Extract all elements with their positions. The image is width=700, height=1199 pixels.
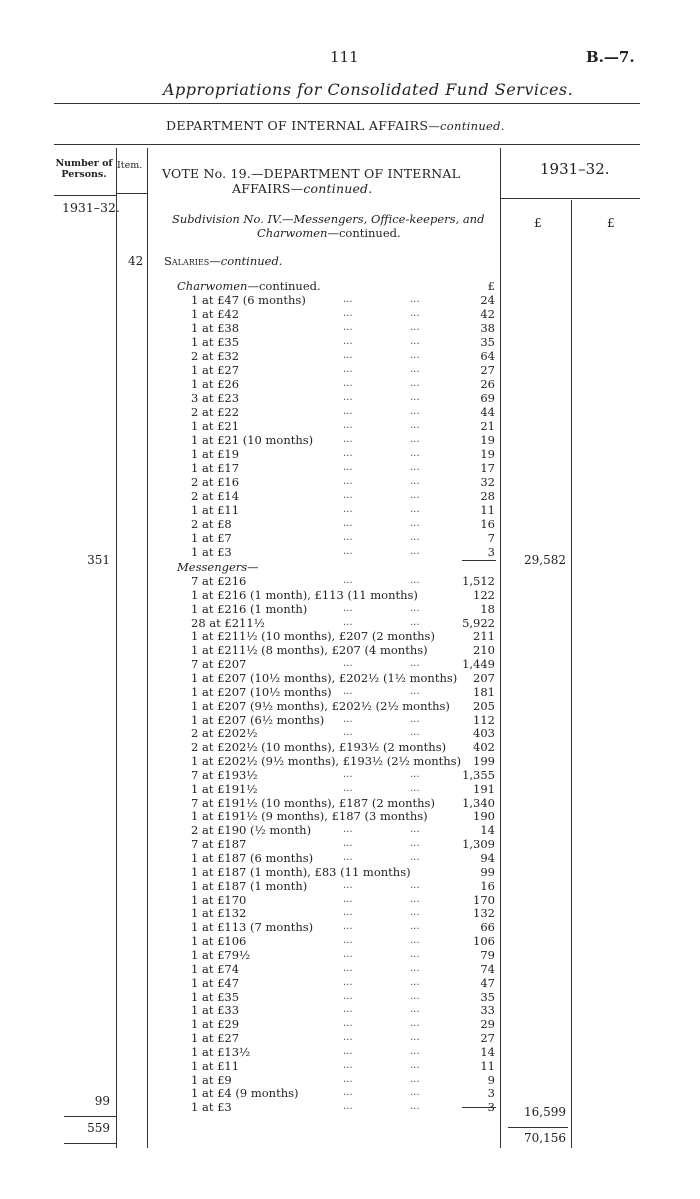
messenger-row-amount: 18 [480, 601, 495, 616]
charwomen-row-description: 1 at £35 [191, 335, 240, 349]
leader-dots: ... [343, 921, 353, 933]
charwomen-row-description: 1 at £19 [191, 447, 240, 461]
leader-dots: ... [343, 532, 353, 543]
messenger-row-description: 1 at £211½ (8 months), £207 (4 months) [191, 643, 428, 658]
messenger-row-amount: 191 [473, 781, 495, 796]
messenger-row-description: 1 at £106 [191, 934, 247, 949]
leader-dots: ... [410, 532, 420, 543]
charwomen-row-amount: 38 [480, 321, 495, 335]
messengers-subtotal-rule [462, 1107, 496, 1108]
leader-dots: ... [343, 406, 353, 417]
leader-dots: ... [410, 948, 420, 960]
leader-dots: ... [410, 1059, 420, 1071]
messenger-row-description: 1 at £132 [191, 906, 247, 921]
leader-dots: ... [410, 713, 420, 725]
leader-dots: ... [410, 462, 420, 473]
unit-pound-heading: £ [487, 279, 495, 293]
leader-dots: ... [410, 575, 420, 586]
leader-dots: ... [410, 406, 420, 417]
leader-dots: ... [410, 392, 420, 403]
messengers-heading: Messengers— [177, 560, 259, 574]
leader-dots: ... [410, 658, 420, 670]
leader-dots: ... [410, 824, 420, 836]
messenger-row-description: 1 at £4 (9 months) [191, 1086, 299, 1101]
persons-total-rule [64, 1116, 116, 1117]
leader-dots: ... [343, 294, 353, 305]
messenger-row-amount: 16 [480, 878, 495, 893]
salaries-label: Salaries [164, 254, 210, 268]
messenger-row-amount: 181 [473, 684, 495, 699]
messenger-row-description: 28 at £211½ [191, 615, 265, 630]
leader-dots: ... [343, 364, 353, 375]
year-column-header: 1931–32. [540, 160, 610, 178]
charwomen-row-amount: 27 [480, 363, 495, 377]
charwomen-row-description: 1 at £21 [191, 419, 240, 433]
messenger-row-amount: 11 [480, 1058, 495, 1073]
leader-dots: ... [343, 490, 353, 501]
charwomen-row-amount: 42 [480, 307, 495, 321]
leader-dots: ... [410, 768, 420, 780]
messenger-row-amount: 205 [473, 698, 495, 713]
leader-dots: ... [343, 1059, 353, 1071]
grand-total-amount: 70,156 [524, 1131, 566, 1145]
messenger-row-description: 1 at £216 (1 month) [191, 601, 308, 616]
salaries-continued: —continued. [209, 254, 283, 268]
charwomen-row-amount: 28 [480, 489, 495, 503]
page-title: Appropriations for Consolidated Fund Services. [163, 80, 574, 99]
leader-dots: ... [343, 948, 353, 960]
leader-dots: ... [343, 1101, 353, 1113]
messenger-row-description: 1 at £11 [191, 1058, 240, 1073]
leader-dots: ... [343, 1004, 353, 1016]
leader-dots: ... [410, 852, 420, 863]
leader-dots: ... [410, 504, 420, 515]
leader-dots: ... [343, 602, 353, 614]
leader-dots: ... [343, 838, 353, 850]
leader-dots: ... [343, 879, 353, 891]
messenger-row-amount: 27 [480, 1031, 495, 1046]
charwomen-row-description: 2 at £32 [191, 349, 240, 363]
page-number: 111 [330, 48, 359, 66]
leader-dots: ... [343, 685, 353, 697]
leader-dots: ... [343, 658, 353, 670]
charwomen-row-amount: 35 [480, 335, 495, 349]
messenger-row-amount: 1,355 [462, 767, 495, 782]
department-heading [166, 118, 505, 133]
leader-dots: ... [410, 420, 420, 431]
charwomen-row-description: 3 at £23 [191, 391, 240, 405]
messenger-row-description: 1 at £211½ (10 months), £207 (2 months) [191, 629, 435, 644]
messengers-persons: 99 [94, 1094, 110, 1108]
persons-column-header: Number of Persons. [55, 158, 113, 180]
leader-dots: ... [343, 350, 353, 361]
leader-dots: ... [410, 308, 420, 319]
charwomen-row-amount: 24 [480, 293, 495, 307]
messenger-row-amount: 74 [480, 961, 495, 976]
messenger-row-description: 7 at £193½ [191, 767, 258, 782]
page-code: B.—7. [586, 48, 635, 66]
leader-dots: ... [343, 768, 353, 780]
messenger-row-description: 1 at £202½ (9½ months), £193½ (2½ months) [191, 754, 462, 769]
title-rule [54, 103, 640, 104]
messenger-row-description: 1 at £207 (6½ months) [191, 712, 325, 727]
messenger-row-amount: 1,340 [462, 795, 495, 810]
leader-dots: ... [410, 907, 420, 919]
leader-dots: ... [343, 616, 353, 628]
messenger-row-description: 1 at £13½ [191, 1044, 251, 1059]
messenger-row-description: 7 at £187 [191, 837, 247, 852]
charwomen-persons: 351 [87, 553, 110, 567]
messenger-row-amount: 99 [480, 864, 495, 879]
messenger-row-amount: 47 [480, 975, 495, 990]
leader-dots: ... [343, 1018, 353, 1030]
leader-dots: ... [343, 852, 353, 863]
pound-column-heading: £ [534, 216, 542, 230]
messenger-row-description: 1 at £187 (1 month), £83 (11 months) [191, 864, 411, 879]
leader-dots: ... [410, 990, 420, 1002]
charwomen-row-description: 1 at £47 (6 months) [191, 293, 306, 307]
department-name: DEPARTMENT OF INTERNAL AFFAIRS [166, 118, 429, 133]
leader-dots: ... [343, 504, 353, 515]
charwomen-row-amount: 69 [480, 391, 495, 405]
messenger-row-description: 1 at £207 (9½ months), £202½ (2½ months) [191, 698, 450, 713]
leader-dots: ... [410, 1073, 420, 1085]
leader-dots: ... [343, 1073, 353, 1085]
charwomen-row-amount: 19 [480, 433, 495, 447]
charwomen-total: 29,582 [524, 553, 566, 567]
leader-dots: ... [410, 1087, 420, 1099]
leader-dots: ... [343, 308, 353, 319]
charwomen-row-amount: 44 [480, 405, 495, 419]
messenger-row-description: 1 at £79½ [191, 947, 251, 962]
messenger-row-description: 1 at £207 (10½ months) [191, 684, 332, 699]
charwomen-row-amount: 64 [480, 349, 495, 363]
leader-dots: ... [343, 713, 353, 725]
messenger-row-amount: 207 [473, 670, 495, 685]
messenger-row-description: 1 at £187 (1 month) [191, 878, 308, 893]
messenger-row-amount: 210 [473, 643, 495, 658]
leader-dots: ... [410, 434, 420, 445]
messenger-row-amount: 402 [473, 740, 495, 755]
charwomen-row-description: 1 at £11 [191, 503, 240, 517]
leader-dots: ... [410, 1018, 420, 1030]
messenger-row-amount: 403 [473, 726, 495, 741]
leader-dots: ... [410, 322, 420, 333]
messenger-row-amount: 9 [487, 1072, 495, 1087]
messenger-row-amount: 1,512 [462, 574, 495, 588]
pound-column-heading-2: £ [607, 216, 615, 230]
leader-dots: ... [343, 990, 353, 1002]
vote-title-continued [232, 181, 372, 196]
charwomen-subtotal-rule [462, 560, 496, 561]
messenger-row-amount: 29 [480, 1017, 495, 1032]
charwomen-heading [177, 279, 321, 293]
messenger-row-amount: 1,449 [462, 657, 495, 672]
leader-dots: ... [343, 392, 353, 403]
messenger-row-amount: 79 [480, 947, 495, 962]
leader-dots: ... [343, 378, 353, 389]
leader-dots: ... [410, 893, 420, 905]
leader-dots: ... [410, 727, 420, 739]
messenger-row-description: 1 at £29 [191, 1017, 240, 1032]
messenger-row-amount: 35 [480, 989, 495, 1004]
messenger-row-description: 1 at £35 [191, 989, 240, 1004]
persons-year: 1931–32. [62, 200, 120, 215]
messenger-row-amount: 33 [480, 1003, 495, 1018]
messengers-total: 16,599 [524, 1105, 566, 1119]
messenger-row-description: 1 at £9 [191, 1072, 232, 1087]
vote-title-continued-text: —continued. [290, 181, 373, 196]
leader-dots: ... [410, 1004, 420, 1016]
table-top-rule [54, 144, 640, 145]
leader-dots: ... [343, 1045, 353, 1057]
grand-total-persons: 559 [87, 1121, 110, 1135]
messenger-row-description: 7 at £191½ (10 months), £187 (2 months) [191, 795, 435, 810]
leader-dots: ... [343, 727, 353, 739]
messenger-row-amount: 170 [473, 892, 495, 907]
messenger-row-amount: 14 [480, 823, 495, 838]
leader-dots: ... [410, 518, 420, 529]
charwomen-row-amount: 19 [480, 447, 495, 461]
messenger-row-description: 1 at £113 (7 months) [191, 920, 314, 935]
leader-dots: ... [410, 490, 420, 501]
leader-dots: ... [343, 448, 353, 459]
messenger-row-description: 1 at £216 (1 month), £113 (11 months) [191, 587, 418, 602]
leader-dots: ... [410, 448, 420, 459]
leader-dots: ... [410, 962, 420, 974]
leader-dots: ... [343, 462, 353, 473]
charwomen-row-amount: 7 [487, 531, 495, 545]
charwomen-row-amount: 21 [480, 419, 495, 433]
charwomen-row-description: 1 at £38 [191, 321, 240, 335]
vote-column-rule [500, 148, 501, 1148]
leader-dots: ... [410, 476, 420, 487]
persons-column-rule [116, 148, 117, 1148]
messenger-row-amount: 3 [487, 1086, 495, 1101]
messenger-row-description: 1 at £74 [191, 961, 240, 976]
messenger-row-description: 1 at £191½ [191, 781, 258, 796]
messenger-row-description: 1 at £170 [191, 892, 247, 907]
messenger-row-amount: 211 [473, 629, 495, 644]
leader-dots: ... [343, 476, 353, 487]
messenger-row-description: 1 at £47 [191, 975, 240, 990]
messenger-row-amount: 132 [473, 906, 495, 921]
charwomen-row-description: 1 at £42 [191, 307, 240, 321]
messenger-row-description: 1 at £33 [191, 1003, 240, 1018]
charwomen-row-description: 2 at £22 [191, 405, 240, 419]
leader-dots: ... [410, 294, 420, 305]
leader-dots: ... [410, 1101, 420, 1113]
charwomen-heading-continued: —continued. [247, 279, 321, 293]
leader-dots: ... [343, 935, 353, 947]
messenger-row-description: 2 at £190 (½ month) [191, 823, 312, 838]
charwomen-row-amount: 11 [480, 503, 495, 517]
charwomen-row-description: 1 at £27 [191, 363, 240, 377]
messenger-row-description: 7 at £207 [191, 657, 247, 672]
leader-dots: ... [343, 575, 353, 586]
leader-dots: ... [410, 935, 420, 947]
messenger-row-amount: 94 [480, 851, 495, 865]
charwomen-row-description: 2 at £14 [191, 489, 240, 503]
item-column-header: Item. [117, 160, 143, 171]
department-continued: —continued. [428, 119, 505, 133]
leader-dots: ... [343, 976, 353, 988]
leader-dots: ... [410, 782, 420, 794]
subdivision-continued-text: —continued. [327, 226, 401, 240]
leader-dots: ... [343, 546, 353, 557]
subdivision-heading: Subdivision No. IV.—Messengers, Office-keepers, and [172, 212, 485, 226]
messenger-row-amount: 122 [473, 587, 495, 602]
messenger-row-description: 1 at £3 [191, 1100, 232, 1115]
messenger-row-description: 1 at £187 (6 months) [191, 851, 314, 865]
subdivision-charwomen: Charwomen [257, 226, 328, 240]
persons-bottom-rule [64, 1143, 116, 1144]
leader-dots: ... [343, 434, 353, 445]
leader-dots: ... [410, 1045, 420, 1057]
leader-dots: ... [410, 546, 420, 557]
charwomen-row-description: 2 at £16 [191, 475, 240, 489]
leader-dots: ... [343, 893, 353, 905]
leader-dots: ... [343, 420, 353, 431]
leader-dots: ... [410, 976, 420, 988]
leader-dots: ... [410, 921, 420, 933]
messenger-row-amount: 5,922 [462, 615, 495, 630]
leader-dots: ... [410, 350, 420, 361]
messenger-row-description: 1 at £27 [191, 1031, 240, 1046]
charwomen-row-amount: 16 [480, 517, 495, 531]
charwomen-row-amount: 3 [487, 545, 495, 559]
leader-dots: ... [343, 824, 353, 836]
charwomen-heading-text: Charwomen [177, 279, 248, 293]
messenger-row-amount: 190 [473, 809, 495, 824]
messenger-row-description: 1 at £207 (10½ months), £202½ (1½ months) [191, 670, 458, 685]
leader-dots: ... [343, 1087, 353, 1099]
charwomen-row-description: 1 at £17 [191, 461, 240, 475]
messenger-row-description: 2 at £202½ (10 months), £193½ (2 months) [191, 740, 447, 755]
charwomen-row-amount: 32 [480, 475, 495, 489]
charwomen-row-description: 1 at £21 (10 months) [191, 433, 314, 447]
item-column-rule [147, 148, 148, 1148]
messenger-row-amount: 199 [473, 754, 495, 769]
messenger-row-amount: 66 [480, 920, 495, 935]
leader-dots: ... [343, 962, 353, 974]
amount-column-rule [571, 200, 572, 1148]
charwomen-row-description: 2 at £8 [191, 517, 232, 531]
leader-dots: ... [343, 322, 353, 333]
vote-title: VOTE No. 19.—DEPARTMENT OF INTERNAL [162, 166, 461, 181]
leader-dots: ... [410, 879, 420, 891]
messenger-row-amount: 106 [473, 934, 495, 949]
leader-dots: ... [410, 602, 420, 614]
leader-dots: ... [343, 907, 353, 919]
leader-dots: ... [410, 378, 420, 389]
leader-dots: ... [343, 518, 353, 529]
messenger-row-amount: 14 [480, 1044, 495, 1059]
charwomen-row-description: 1 at £26 [191, 377, 240, 391]
messenger-row-description: 2 at £202½ [191, 726, 258, 741]
messenger-row-amount: 3 [487, 1100, 495, 1115]
leader-dots: ... [410, 685, 420, 697]
subdivision-heading-continued [257, 226, 401, 240]
charwomen-row-description: 1 at £3 [191, 545, 232, 559]
messenger-row-description: 1 at £191½ (9 months), £187 (3 months) [191, 809, 428, 824]
leader-dots: ... [343, 1032, 353, 1044]
messenger-row-amount: 112 [473, 712, 495, 727]
charwomen-row-description: 1 at £7 [191, 531, 232, 545]
leader-dots: ... [343, 336, 353, 347]
amount-total-rule [508, 1127, 568, 1128]
vote-title-affairs: AFFAIRS [232, 181, 291, 196]
leader-dots: ... [410, 616, 420, 628]
item-number: 42 [128, 254, 144, 268]
charwomen-row-amount: 26 [480, 377, 495, 391]
persons-header-rule [54, 195, 116, 196]
salaries-heading [164, 254, 282, 268]
messenger-row-amount: 1,309 [462, 837, 495, 852]
charwomen-row-amount: 17 [480, 461, 495, 475]
item-header-rule [116, 193, 147, 194]
messenger-row-description: 7 at £216 [191, 574, 247, 588]
leader-dots: ... [343, 782, 353, 794]
leader-dots: ... [410, 838, 420, 850]
year-header-rule [500, 198, 640, 199]
leader-dots: ... [410, 336, 420, 347]
leader-dots: ... [410, 364, 420, 375]
leader-dots: ... [410, 1032, 420, 1044]
